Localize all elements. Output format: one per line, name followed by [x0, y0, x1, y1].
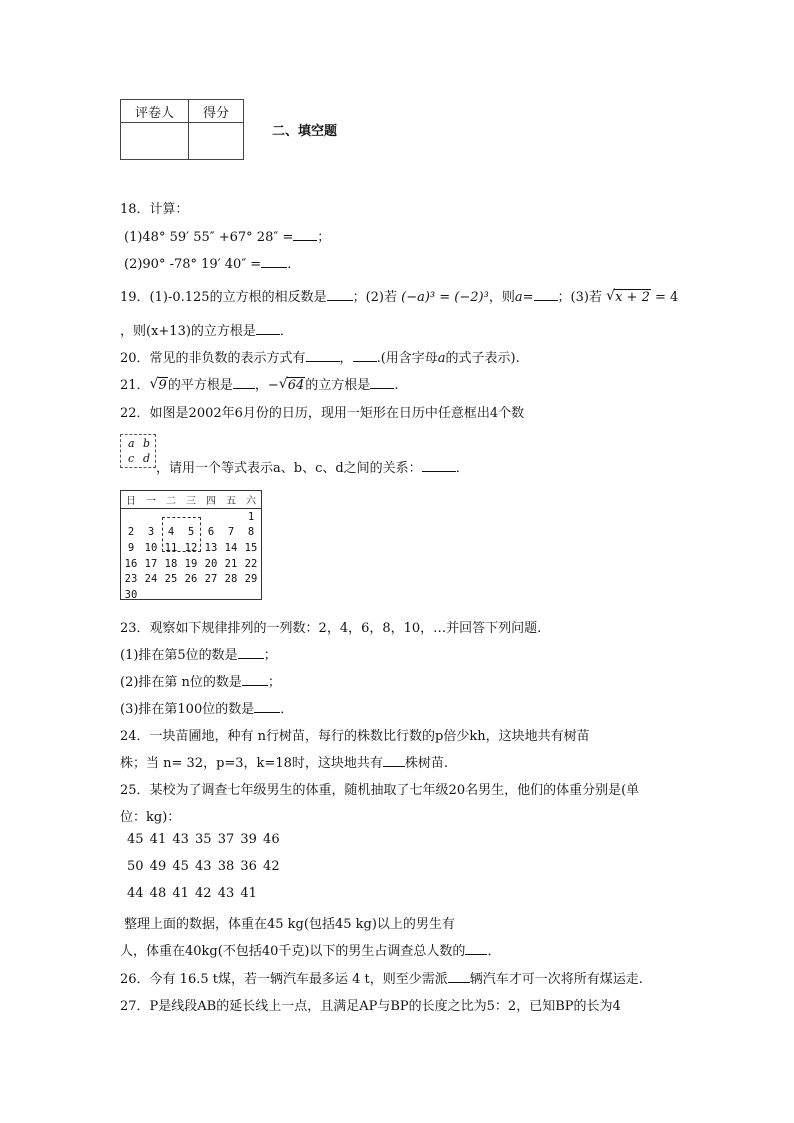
q26-text-b: 辆汽车才可一次将所有煤运走. — [469, 972, 643, 987]
q22-text-b: ，请用一个等式表示a、b、c、d之间的关系： — [156, 461, 422, 476]
q20-blank-2[interactable] — [353, 349, 377, 362]
box-d: d — [143, 452, 151, 465]
calendar-day: 18 — [164, 557, 178, 570]
q21-radicand-1: 9 — [158, 378, 167, 393]
calendar-day: 6 — [207, 526, 215, 539]
q19-radicand: x + 2 — [615, 290, 650, 305]
question-26 — [120, 968, 643, 987]
q21-blank-1[interactable] — [233, 376, 255, 389]
question-21 — [120, 374, 398, 393]
q22-end: ． — [455, 461, 469, 476]
q19-end: ． — [279, 324, 293, 339]
q25-line-c — [124, 913, 455, 932]
score-header: 得分 — [189, 100, 244, 123]
q19-text-e: ；(3)若 — [557, 290, 602, 305]
calendar-day — [121, 509, 141, 525]
calendar-day — [141, 509, 161, 525]
sqrt-64 — [279, 378, 306, 393]
calendar-day: 8 — [247, 526, 255, 539]
calendar-day — [181, 587, 201, 603]
question-18 — [120, 198, 189, 217]
q23-part1-text: (1)排在第5位的数是 — [120, 648, 238, 663]
q20-text-a: 20．常见的非负数的表示方式有 — [120, 351, 306, 366]
q19-equation-1: (−a)³ = (−2)³ — [401, 290, 489, 305]
calendar-day — [201, 587, 221, 603]
calendar-day: 28 — [224, 573, 238, 586]
calendar-week-row — [121, 571, 261, 587]
q22-blank[interactable] — [422, 459, 456, 472]
q25-data-row-3: 44 48 41 42 43 41 — [127, 886, 257, 901]
calendar-weekday: 二 — [161, 491, 181, 509]
calendar-day: 29 — [244, 573, 258, 586]
q23-part2-end: ； — [267, 675, 281, 690]
q24-text-c: 株树苗. — [404, 756, 449, 771]
calendar-weekday: 日 — [121, 491, 141, 509]
q25-unit — [120, 806, 180, 825]
grader-header: 评卷人 — [121, 100, 189, 123]
q24-line2 — [120, 752, 448, 771]
calendar-day: 5 — [187, 526, 195, 539]
radical-icon: √ — [606, 288, 615, 304]
q25-end: ． — [487, 944, 501, 959]
calendar-day: 26 — [184, 573, 198, 586]
radical-icon: √ — [278, 376, 288, 392]
q21-end: . — [394, 378, 399, 393]
calendar-day: 15 — [244, 541, 258, 554]
q23-part2-text: (2)排在第 n位的数是 — [120, 675, 242, 690]
sqrt-9 — [150, 378, 168, 393]
calendar — [120, 490, 262, 600]
calendar-day: 24 — [144, 573, 158, 586]
q21-radicand-2: 64 — [287, 378, 305, 393]
q24-text-a: 24．一块苗圃地，种有 n行树苗，每行的株数比行数的p倍少kh，这块地共有树苗 — [120, 729, 590, 744]
calendar-weekday: 四 — [201, 491, 221, 509]
sqrt-expression — [606, 290, 651, 305]
calendar-day — [161, 587, 181, 603]
q18-part2 — [124, 253, 300, 272]
calendar-day: 30 — [124, 588, 138, 601]
calendar-day: 10 — [144, 541, 158, 554]
q25-data-row-2: 50 49 45 43 38 36 42 — [127, 859, 280, 874]
q20-blank-1[interactable] — [306, 349, 340, 362]
calendar-week-row — [121, 587, 261, 603]
section-title: 二、填空题 — [272, 124, 338, 139]
q19-text-b: ；(2)若 — [352, 290, 397, 305]
calendar-day: 14 — [224, 541, 238, 554]
q18-part1-end: ； — [317, 230, 331, 245]
box-b: b — [143, 437, 151, 450]
q23-blank-3[interactable] — [254, 700, 280, 713]
calendar-day: 7 — [227, 526, 235, 539]
q25-text-b: 位：kg)： — [120, 810, 181, 825]
calendar-weekday: 六 — [241, 491, 261, 509]
q21-blank-2[interactable] — [370, 376, 394, 389]
q19-var-a: a — [514, 290, 523, 305]
q21-text-d: 的立方根是 — [305, 378, 371, 393]
q18-part2-text: (2)90° -78° 19′ 40″ = — [124, 257, 262, 272]
question-20 — [120, 347, 520, 366]
q25-blank[interactable] — [465, 942, 487, 955]
question-22 — [120, 402, 524, 421]
calendar-day — [201, 509, 221, 525]
q24-blank[interactable] — [383, 754, 405, 767]
q25-data-row-1: 45 41 43 35 37 39 46 — [127, 832, 280, 847]
q19-line2-text: ，则(x+13)的立方根是 — [120, 324, 256, 339]
q20-text-b: ， — [339, 351, 353, 366]
q23-part3 — [120, 698, 293, 717]
calendar-day: 20 — [204, 557, 218, 570]
q27-text: 27．P是线段AB的延长线上一点，且满足AP与BP的长度之比为5：2，已知BP的长为4 — [120, 999, 621, 1014]
q25-text-a: 25．某校为了调查七年级男生的体重，随机抽取了七年级20名男生，他们的体重分别是(单 — [120, 783, 640, 798]
calendar-header — [121, 491, 261, 509]
calendar-day: 3 — [147, 526, 155, 539]
box-c: c — [128, 452, 135, 465]
q19-equation-2: = 4 — [650, 290, 679, 305]
calendar-day: 19 — [184, 557, 198, 570]
calendar-day — [141, 587, 161, 603]
q23-part3-end: ． — [280, 702, 294, 717]
question-19 — [120, 286, 678, 305]
q23-part3-text: (3)排在第100位的数是 — [120, 702, 255, 717]
calendar-weekday: 三 — [181, 491, 201, 509]
q21-number: 21． — [120, 378, 150, 393]
q23-part1-end: ； — [263, 648, 277, 663]
q18-blank-1[interactable] — [293, 228, 317, 241]
score-cell[interactable] — [189, 123, 244, 160]
calendar-day: 17 — [144, 557, 158, 570]
q18-title: ．计算： — [136, 202, 189, 217]
q19-text-a: 19．(1)-0.125的立方根的相反数是 — [120, 290, 327, 305]
calendar-day: 4 — [167, 526, 175, 539]
calendar-weekday: 一 — [141, 491, 161, 509]
q24-text-b: 株；当 n= 32，p=3，k=18时，这块地共有 — [120, 756, 383, 771]
q23-text: 23．观察如下规律排列的一列数：2，4，6，8，10，…并回答下列问题. — [120, 621, 542, 636]
grader-cell[interactable] — [121, 123, 189, 160]
q20-var: a — [437, 351, 446, 366]
score-table — [120, 99, 244, 160]
calendar-day: 1 — [247, 510, 255, 523]
q22-line2 — [156, 457, 469, 476]
q21-text-b: 的平方根是 — [167, 378, 233, 393]
q25-text-d: 人，体重在40kg(不包括40千克)以下的男生占调查总人数的 — [120, 944, 466, 959]
calendar-day — [241, 587, 261, 603]
q26-text-a: 26．今有 16.5 t煤，若一辆汽车最多运 4 t，则至少需派 — [120, 972, 448, 987]
calendar-day: 23 — [124, 573, 138, 586]
q18-part2-end: ． — [287, 257, 301, 272]
calendar-selection-box — [162, 517, 201, 552]
q25-text-c: 整理上面的数据，体重在45 kg(包括45 kg)以上的男生有 — [124, 917, 455, 932]
q19-line2 — [120, 320, 293, 339]
q20-text-c: .(用含字母 — [376, 351, 438, 366]
q18-part1 — [124, 226, 330, 245]
q25-line-d — [120, 940, 500, 959]
question-27 — [120, 995, 621, 1014]
question-24 — [120, 725, 590, 744]
calendar-weekday: 五 — [221, 491, 241, 509]
q23-part1 — [120, 644, 277, 663]
q18-number: 18 — [120, 202, 137, 217]
abcd-box — [120, 434, 156, 468]
calendar-day: 22 — [244, 557, 258, 570]
q22-text-a: 22．如图是2002年6月份的日历，现用一矩形在日历中任意框出4个数 — [120, 406, 525, 421]
q23-blank-1[interactable] — [238, 646, 264, 659]
q18-blank-2[interactable] — [261, 255, 287, 268]
q19-blank-2[interactable] — [534, 288, 558, 301]
question-23 — [120, 617, 541, 636]
q19-text-c: ，则 — [488, 290, 515, 305]
q26-blank[interactable] — [448, 970, 470, 983]
q19-blank-1[interactable] — [327, 288, 353, 301]
calendar-day: 12 — [184, 541, 198, 554]
q20-text-d: 的式子表示). — [445, 351, 520, 366]
q23-blank-2[interactable] — [242, 673, 268, 686]
calendar-day — [221, 587, 241, 603]
radical-icon: √ — [149, 376, 159, 392]
q18-part1-text: (1)48° 59′ 55″ +67° 28″ = — [124, 230, 294, 245]
calendar-day: 16 — [124, 557, 138, 570]
calendar-week-row — [121, 556, 261, 572]
calendar-day: 25 — [164, 573, 178, 586]
box-a: a — [128, 437, 135, 450]
question-25 — [120, 779, 639, 798]
calendar-day: 2 — [127, 526, 135, 539]
calendar-day — [221, 509, 241, 525]
q21-text-c: ，− — [254, 378, 279, 393]
q23-part2 — [120, 671, 281, 690]
q19-blank-3[interactable] — [256, 322, 280, 335]
q19-text-d: = — [522, 290, 534, 305]
calendar-day: 9 — [127, 541, 135, 554]
calendar-day: 21 — [224, 557, 238, 570]
calendar-day: 27 — [204, 573, 218, 586]
calendar-day: 13 — [204, 541, 218, 554]
calendar-day: 11 — [164, 541, 178, 554]
